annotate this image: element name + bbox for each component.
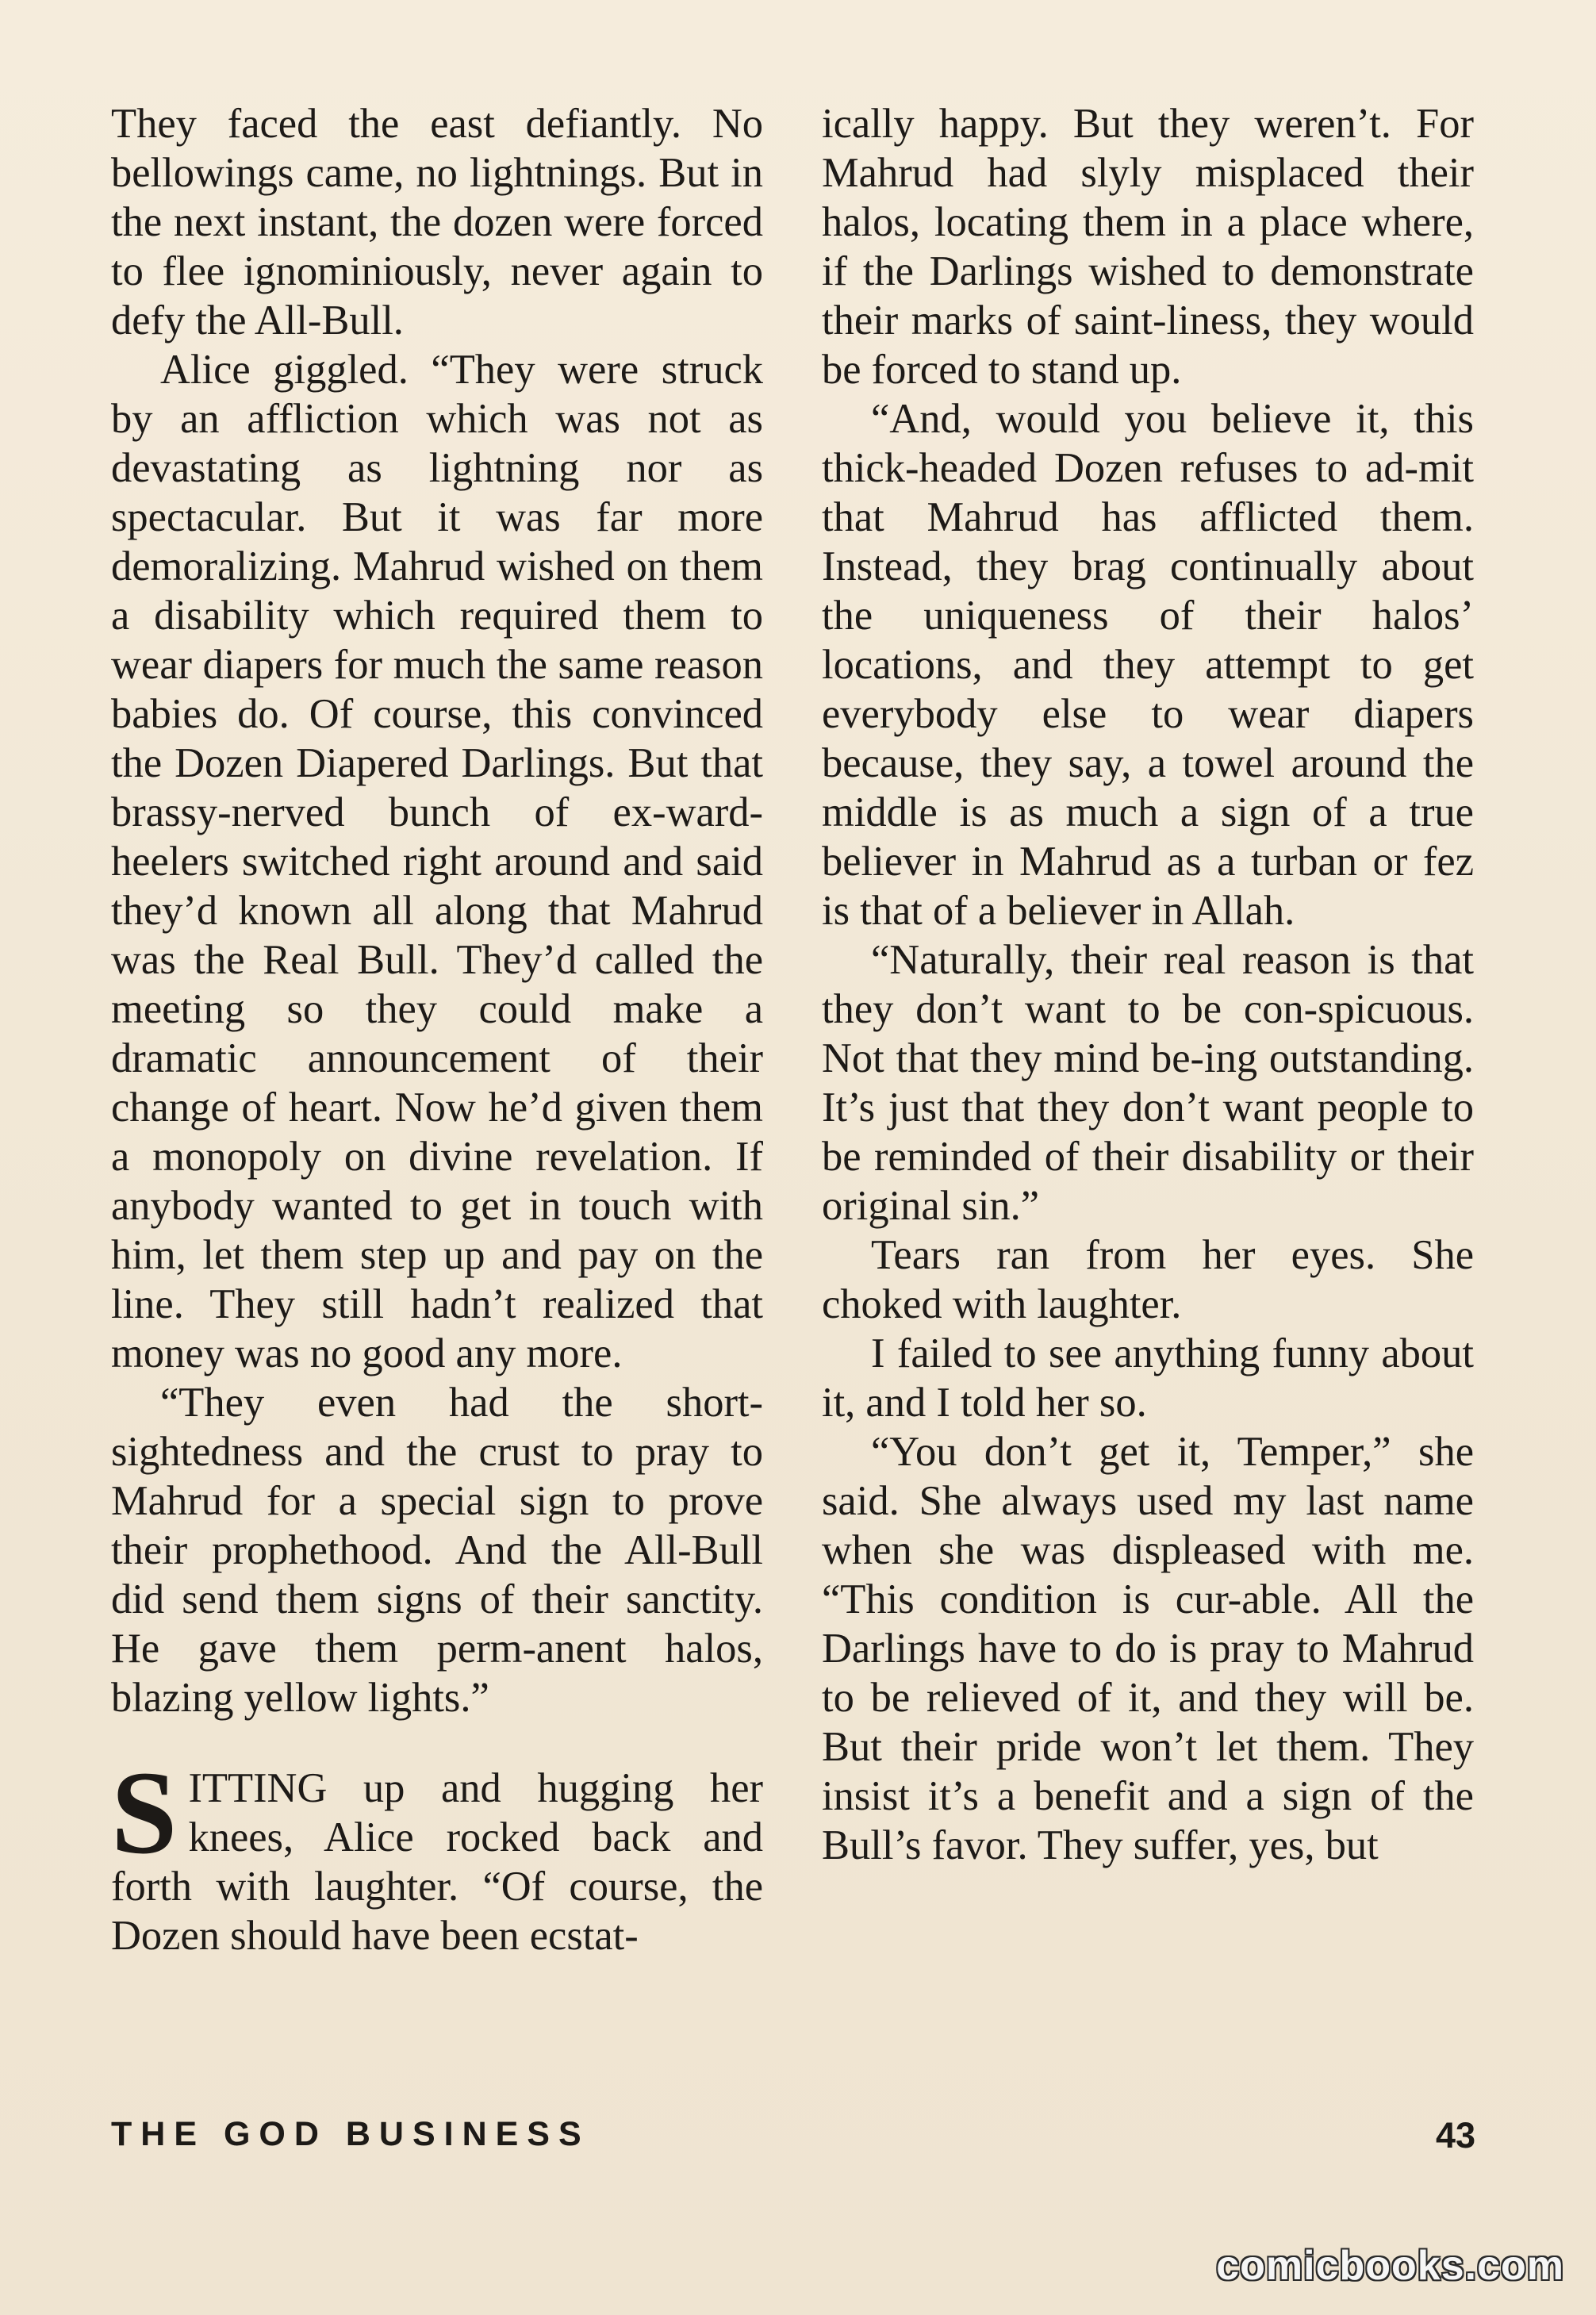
- paragraph-with-dropcap: [111, 1747, 763, 1960]
- paragraph: “Naturally, their real reason is that they don’t want to be con-spicuous. Not that they mind be-ing outstanding. It’s just that they don’t want people to be reminded of their disability or their original sin.”: [822, 937, 1474, 1229]
- left-text-column: [111, 99, 763, 1960]
- paragraph-text: ITTING up and hugging her knees, Alice rocked back and forth with laughter. “Of course, the Dozen should have been ecstat-: [111, 1765, 763, 1959]
- section-break: [111, 1722, 763, 1764]
- paragraph: “You don’t get it, Temper,” she said. She always used my last name when she was displeased with me. “This condition is cur-able. All the Darlings have to do is pray to Mahrud to be relieved of it, and they will be. But their pride won’t let them. They insist it’s a benefit and a sign of the Bull’s favor. They suffer, yes, but: [822, 1429, 1474, 1868]
- right-text-column: [822, 99, 1474, 1870]
- watermark: comicbooks.com: [1216, 2243, 1564, 2289]
- paragraph: Alice giggled. “They were struck by an affliction which was not as devastating as lightning nor as spectacular. But it was far more demoralizing. Mahrud wished on them a disability which required them to wear diapers for much the same reason babies do. Of course, this convinced the Dozen Diapered Darlings. But that brassy-nerved bunch of ex-ward-heelers switched right around and said they’d known all along that Mahrud was the Real Bull. They’d called the meeting so they could make a dramatic announcement of their change of heart. Now he’d given them a monopoly on divine revelation. If anybody wanted to get in touch with him, let them step up and pay on the line. They still hadn’t realized that money was no good any more.: [111, 347, 763, 1376]
- paragraph: “They even had the short-sightedness and the crust to pray to Mahrud for a special sign to prove their prophethood. And the All-Bull did send them signs of their sanctity. He gave them perm-anent halos, blazing yellow lights.”: [111, 1380, 763, 1721]
- paragraph: I failed to see anything funny about it, and I told her so.: [822, 1330, 1474, 1426]
- paragraph: “And, would you believe it, this thick-headed Dozen refuses to ad-mit that Mahrud has afflicted them. Instead, they brag continually about the uniqueness of their halos’ locations, and they attempt to get everybody else to wear diapers because, they say, a towel around the middle is as much a sign of a true believer in Mahrud as a turban or fez is that of a believer in Allah.: [822, 396, 1474, 934]
- paragraph: ically happy. But they weren’t. For Mahrud had slyly misplaced their halos, locating them in a place where, if the Darlings wished to demonstrate their marks of saint-liness, they would be forced to stand up.: [822, 101, 1474, 393]
- paragraph: Tears ran from her eyes. She choked with laughter.: [822, 1232, 1474, 1327]
- drop-cap-letter: S: [111, 1747, 178, 1879]
- page-number: 43: [1435, 2115, 1475, 2156]
- paragraph: They faced the east defiantly. No bellowings came, no lightnings. But in the next instant, the dozen were forced to flee ignominiously, never again to defy the All-Bull.: [111, 101, 763, 344]
- page-footer: [111, 2115, 1475, 2163]
- running-title: THE GOD BUSINESS: [111, 2115, 590, 2153]
